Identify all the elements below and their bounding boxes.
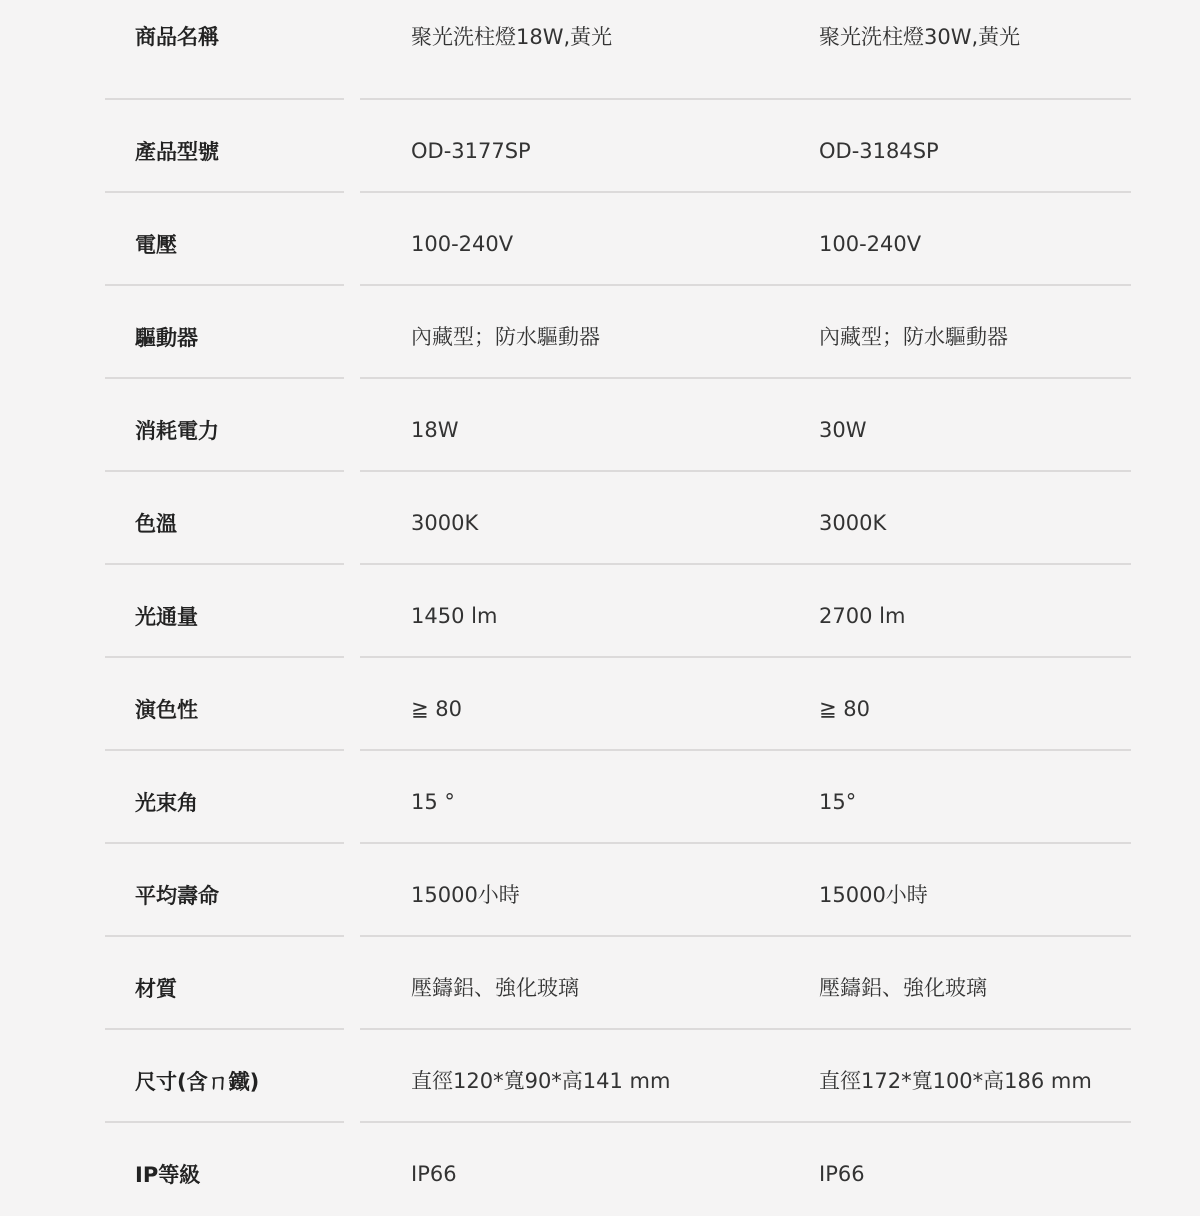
row-value-model-2: ≧ 80 — [819, 697, 870, 721]
row-label: 尺寸(含ㄇ鐵) — [135, 1070, 260, 1094]
spec-row-beam-angle — [0, 751, 1200, 844]
row-label: 消耗電力 — [135, 419, 219, 443]
row-value-model-2: 內藏型；防水驅動器 — [819, 325, 1008, 349]
row-value-model-2: 15° — [819, 790, 857, 814]
row-value-model-2: IP66 — [819, 1162, 865, 1186]
spec-row-dimensions — [0, 1030, 1200, 1123]
row-label: 色溫 — [135, 512, 177, 536]
spec-row-material — [0, 937, 1200, 1030]
row-label: 產品型號 — [135, 140, 219, 164]
row-label: 演色性 — [135, 698, 198, 722]
row-value-model-2: OD-3184SP — [819, 139, 939, 163]
spec-row-voltage — [0, 193, 1200, 286]
row-value-model-1: 壓鑄鋁、強化玻璃 — [411, 976, 579, 1000]
spec-row-power-consumption — [0, 379, 1200, 472]
row-value-model-1: OD-3177SP — [411, 139, 531, 163]
row-value-model-2: 直徑172*寬100*高186 mm — [819, 1069, 1092, 1093]
row-value-model-2: 3000K — [819, 511, 887, 535]
row-value-model-1: 15 ° — [411, 790, 455, 814]
row-value-model-1: 1450 lm — [411, 604, 498, 628]
row-value-model-1: 直徑120*寬90*高141 mm — [411, 1069, 671, 1093]
row-value-model-1: ≧ 80 — [411, 697, 462, 721]
row-label: 電壓 — [135, 233, 177, 257]
spec-row-product-name — [0, 0, 1200, 100]
spec-row-driver — [0, 286, 1200, 379]
spec-row-luminous-flux — [0, 565, 1200, 658]
row-value-model-2: 30W — [819, 418, 867, 442]
spec-row-color-temperature — [0, 472, 1200, 565]
row-label: 平均壽命 — [135, 884, 219, 908]
row-label: 光通量 — [135, 605, 198, 629]
row-value-model-1: 內藏型；防水驅動器 — [411, 325, 600, 349]
row-value-model-1: 聚光洗柱燈18W,黃光 — [411, 25, 613, 49]
row-value-model-2: 15000小時 — [819, 883, 928, 907]
row-value-model-1: IP66 — [411, 1162, 457, 1186]
spec-row-average-lifespan — [0, 844, 1200, 937]
row-value-model-1: 3000K — [411, 511, 479, 535]
row-value-model-2: 壓鑄鋁、強化玻璃 — [819, 976, 987, 1000]
spec-row-color-rendering — [0, 658, 1200, 751]
row-value-model-2: 聚光洗柱燈30W,黃光 — [819, 25, 1021, 49]
row-value-model-1: 15000小時 — [411, 883, 520, 907]
row-value-model-1: 18W — [411, 418, 459, 442]
row-label: 商品名稱 — [135, 25, 219, 49]
spec-row-model-number — [0, 100, 1200, 193]
row-label: IP等級 — [135, 1163, 201, 1187]
row-value-model-2: 2700 lm — [819, 604, 906, 628]
row-label: 材質 — [135, 977, 177, 1001]
row-label: 光束角 — [135, 791, 198, 815]
row-value-model-1: 100-240V — [411, 232, 514, 256]
row-value-model-2: 100-240V — [819, 232, 922, 256]
spec-row-ip-rating — [0, 1123, 1200, 1216]
row-label: 驅動器 — [135, 326, 198, 350]
